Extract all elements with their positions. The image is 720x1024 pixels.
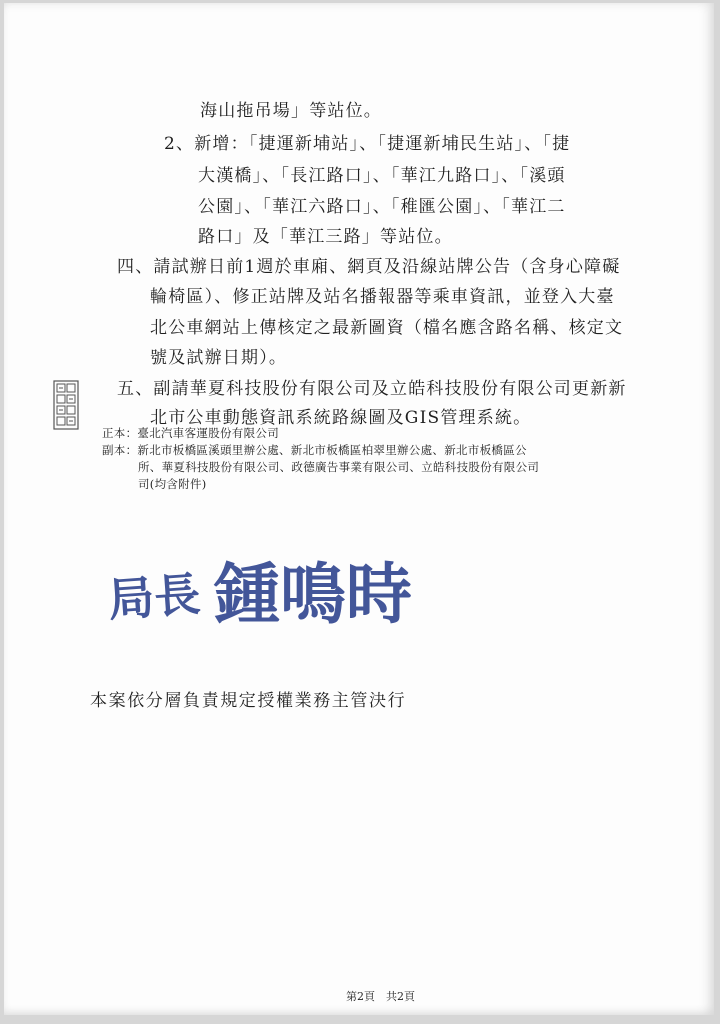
text-line: 四、請試辦日前1週於車廂、網頁及沿線站牌公告（含身心障礙 — [117, 257, 621, 277]
exchange-stamp — [52, 380, 80, 430]
text-line: 北市公車動態資訊系統路線圖及GIS管理系統。 — [150, 408, 532, 428]
text-line: 輪椅區）、修正站牌及站名播報器等乘車資訊，並登入大臺 — [150, 287, 615, 307]
signature-name: 鍾鳴時 — [214, 555, 412, 633]
text-line: 海山拖吊場」等站位。 — [200, 101, 382, 121]
text-line: 號及試辦日期）。 — [150, 348, 288, 368]
recipient-copy: 副本：新北市板橋區溪頭里辦公處、新北市板橋區柏翠里辦公處、新北市板橋區公 — [102, 443, 527, 457]
page-number: 第2頁 共2頁 — [346, 990, 415, 1003]
director-signature — [102, 541, 492, 631]
text-line: 五、副請華夏科技股份有限公司及立皓科技股份有限公司更新新 — [117, 379, 627, 399]
text-line: 路口」及「華江三路」等站位。 — [198, 227, 453, 247]
text-line: 大漢橋」、「長江路口」、「華江九路口」、「溪頭 — [198, 166, 566, 186]
text-line: 2、新增：「捷運新埔站」、「捷運新埔民生站」、「捷 — [164, 134, 571, 154]
text-line: 公園」、「華江六路口」、「稚匯公園」、「華江二 — [198, 197, 566, 217]
signature-title: 局長 — [106, 566, 202, 628]
authorization-note: 本案依分層負責規定授權業務主管決行 — [90, 691, 407, 711]
document-page — [4, 3, 714, 1015]
recipient-copy: 司(均含附件) — [138, 477, 207, 491]
text-line: 北公車網站上傳核定之最新圖資（檔名應含路名稱、核定文 — [150, 318, 624, 338]
recipient-main: 正本：臺北汽車客運股份有限公司 — [102, 426, 279, 440]
recipient-copy: 所、華夏科技股份有限公司、政德廣告事業有限公司、立皓科技股份有限公司 — [138, 460, 540, 474]
